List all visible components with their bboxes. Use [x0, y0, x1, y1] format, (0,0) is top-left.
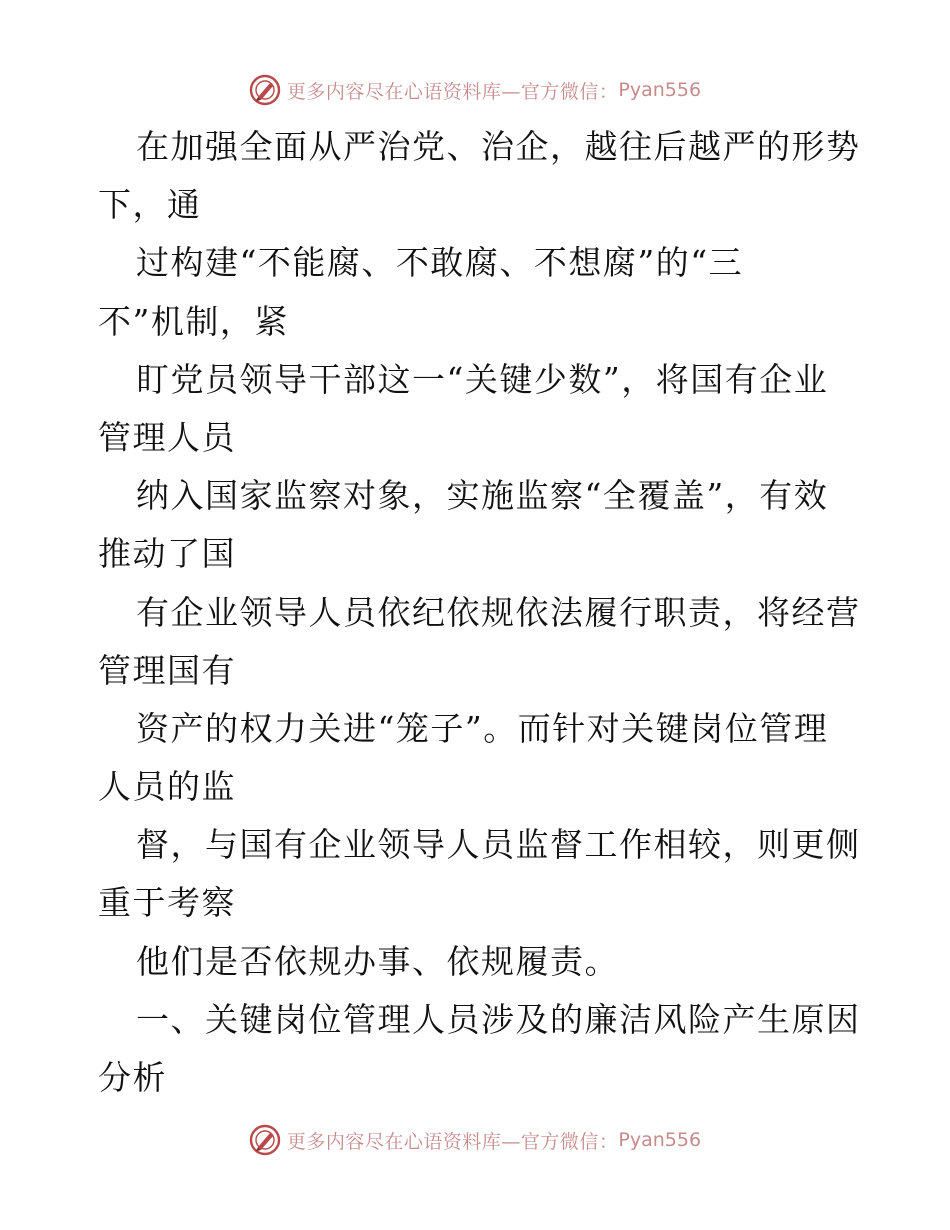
body-line: 推动了国: [98, 534, 236, 574]
document-body: [98, 118, 861, 1107]
body-line: 纳入国家监察对象，实施监察“全覆盖”，有效: [136, 476, 829, 516]
body-line: 不”机制，紧: [98, 301, 289, 341]
pen-logo-icon: [249, 1124, 281, 1156]
body-line: 督，与国有企业领导人员监督工作相较，则更侧: [136, 825, 861, 865]
body-line: 在加强全面从严治党、治企，越往后越严的形势: [136, 127, 861, 166]
footer-watermark-banner: [0, 1120, 950, 1160]
body-line: 有企业领导人员依纪依规依法履行职责，将经营: [136, 592, 861, 632]
body-line: 过构建“不能腐、不敢腐、不想腐”的“三: [136, 243, 744, 283]
body-line: 盯党员领导干部这一“关键少数”，将国有企业: [136, 359, 829, 399]
header-banner-text: 更多内容尽在心语资料库—官方微信：: [286, 80, 619, 103]
pen-logo-icon: [249, 74, 281, 106]
body-line: 资产的权力关进“笼子”。而针对关键岗位管理: [136, 708, 829, 748]
header-banner-wechat-id: Pyan556: [618, 79, 702, 101]
body-line: 分析: [98, 1058, 167, 1097]
footer-banner-text: 更多内容尽在心语资料库—官方微信：: [286, 1130, 619, 1153]
body-line: 他们是否依规办事、依规履责。: [136, 941, 619, 981]
body-line: 管理国有: [98, 650, 236, 690]
footer-banner-wechat-id: Pyan556: [618, 1129, 702, 1151]
body-line: 管理人员: [98, 417, 236, 457]
body-line: 重于考察: [98, 883, 236, 923]
body-line: 下，通: [98, 185, 202, 225]
section-heading: 一、关键岗位管理人员涉及的廉洁风险产生原因: [136, 999, 861, 1039]
header-watermark-banner: [0, 70, 950, 110]
body-line: 人员的监: [98, 767, 236, 807]
